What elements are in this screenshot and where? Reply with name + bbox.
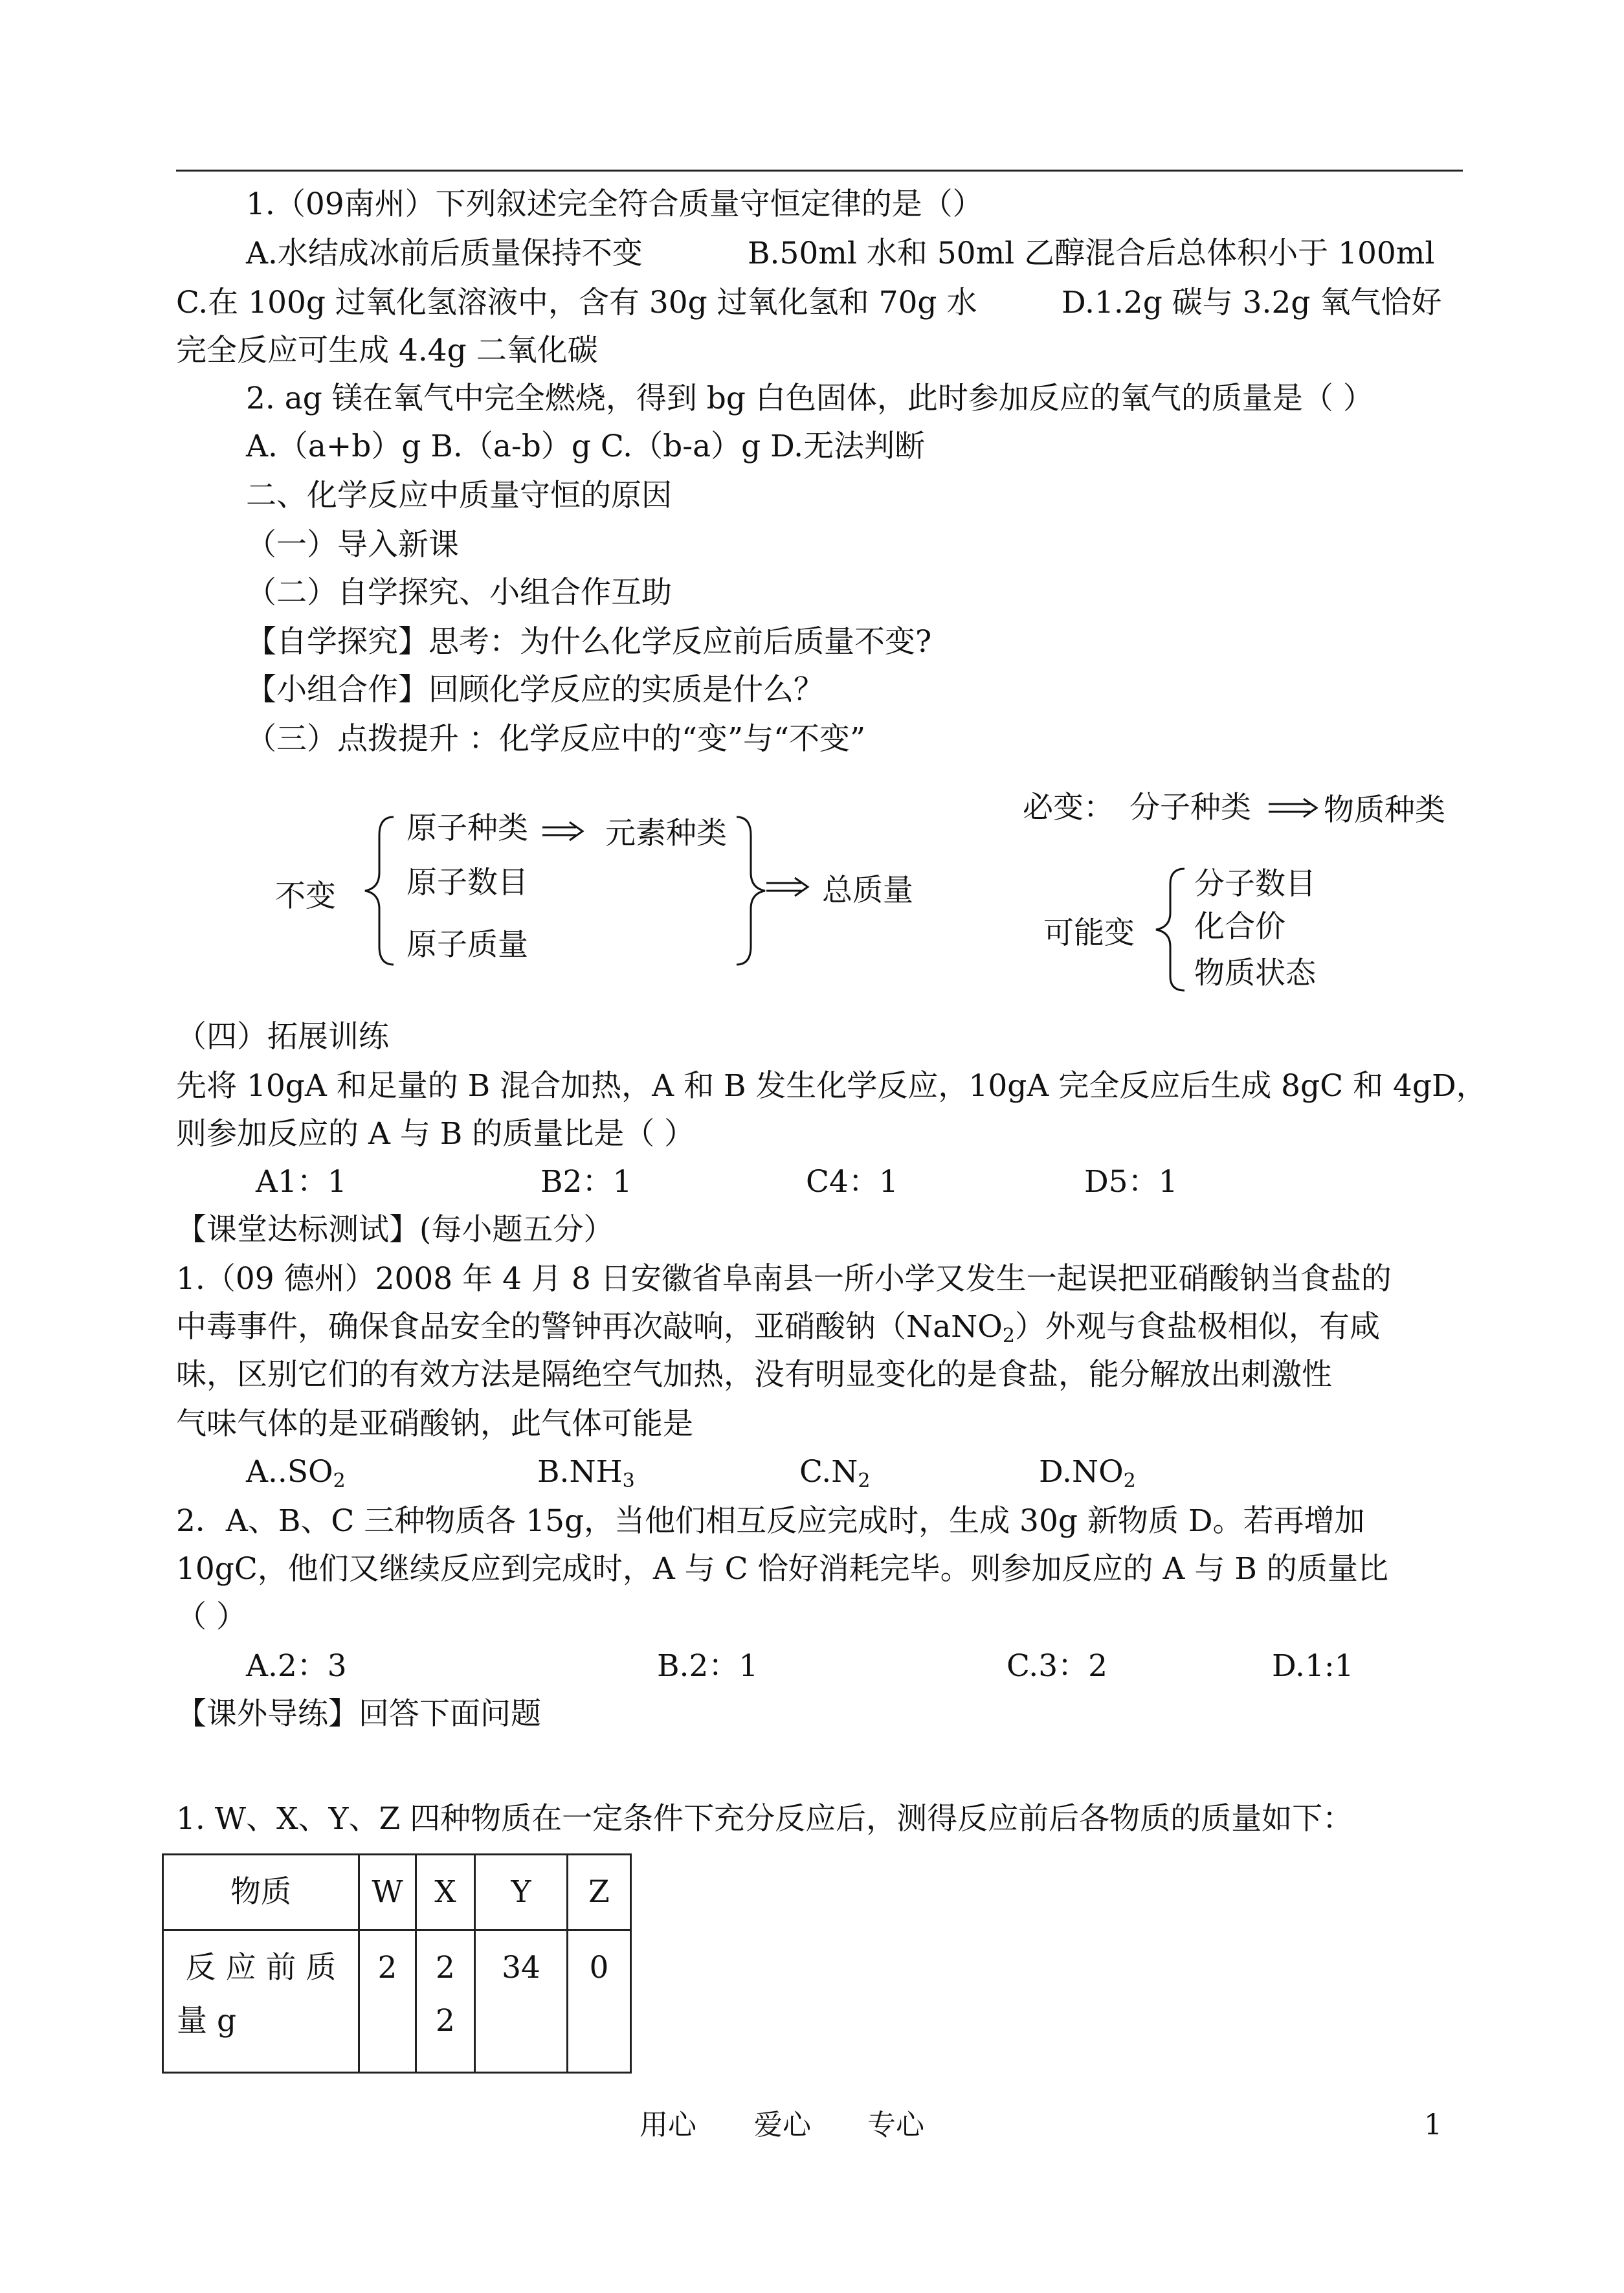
ext-option-d: D5：1	[1084, 1164, 1178, 1200]
test-q2-option-c: C.3：2	[1007, 1648, 1108, 1684]
label-bibian: 必变：	[1023, 790, 1114, 825]
subsection-2: （二）自学探究、小组合作互助	[246, 575, 672, 610]
q1-stem: 1.（09南州）下列叙述完全符合质量守恒定律的是（）	[246, 186, 983, 222]
test-q2-line1: 2．A、B、C 三种物质各 15g，当他们相互反应完成时，生成 30g 新物质 D。若再增加	[176, 1503, 1365, 1539]
footer-right: 专心	[867, 2108, 924, 2142]
table-cell: 2 2	[416, 1930, 475, 2073]
test-q1-line4: 气味气体的是亚硝酸钠，此气体可能是	[176, 1406, 693, 1442]
test-q2-option-d: D.1:1	[1272, 1648, 1354, 1684]
homework-title: 【课外导练】回答下面问题	[176, 1696, 541, 1732]
test-q2-line2: 10gC，他们又继续反应到完成时，A 与 C 恰好消耗完毕。则参加反应的 A 与 B 的质量比	[176, 1551, 1388, 1587]
table-row	[163, 1930, 631, 2073]
q2-stem: 2. ag 镁在氧气中完全燃烧，得到 bg 白色固体，此时参加反应的氧气的质量是（ ）	[246, 381, 1374, 416]
label-element-type: 元素种类	[605, 816, 727, 851]
ext-option-b: B2：1	[540, 1164, 632, 1200]
label-molecule-type: 分子种类	[1129, 790, 1251, 825]
table-header-cell: X	[416, 1855, 475, 1930]
table-header-cell: W	[359, 1855, 416, 1930]
label-valence: 化合价	[1194, 909, 1285, 945]
q1-option-d: D.1.2g 碳与 3.2g 氧气恰好	[1062, 285, 1442, 320]
mass-table	[162, 1853, 632, 2074]
ext-option-c: C4：1	[806, 1164, 898, 1200]
footer-left: 用心	[640, 2108, 696, 2142]
test-q1-line3: 味，区别它们的有效方法是隔绝空气加热，没有明显变化的是食盐，能分解放出刺激性	[176, 1357, 1332, 1393]
table-header-cell: 物质	[163, 1855, 359, 1930]
maybe-brace	[1156, 869, 1185, 990]
table-cell-label: 反 应 前 质 量 g	[163, 1930, 359, 2073]
homework-q1: 1. W、X、Y、Z 四种物质在一定条件下充分反应后，测得反应前后各物质的质量如下：	[176, 1801, 1353, 1837]
table-header-cell: Y	[475, 1855, 568, 1930]
q1-option-d-cont: 完全反应可生成 4.4g 二氧化碳	[176, 333, 598, 368]
label-total-mass: 总质量	[822, 873, 913, 908]
subsection-1: （一）导入新课	[246, 527, 459, 563]
q1-option-c: C.在 100g 过氧化氢溶液中，含有 30g 过氧化氢和 70g 水	[176, 285, 977, 320]
label-molecule-count: 分子数目	[1194, 866, 1316, 902]
double-arrow-2	[766, 878, 808, 896]
test-q1-option-c: $C.N_2$	[799, 1454, 871, 1492]
extension-q-2: 则参加反应的 A 与 B 的质量比是（ ）	[176, 1116, 695, 1152]
test-q1-line1: 1.（09 德州）2008 年 4 月 8 日安徽省阜南县一所小学又发生一起误把亚硝酸钠当食盐的	[176, 1261, 1392, 1297]
group-work: 【小组合作】回顾化学反应的实质是什么？	[246, 672, 824, 708]
double-arrow-3	[1269, 799, 1317, 817]
page-number: 1	[1424, 2108, 1442, 2142]
q2-options: A.（a+b）g B.（a-b）g C.（b-a）g D.无法判断	[246, 429, 926, 464]
test-q2-line3: （ ）	[176, 1599, 247, 1635]
right-brace	[737, 817, 765, 965]
table-cell: 34	[475, 1930, 568, 2073]
test-q2-option-a: A.2：3	[246, 1648, 347, 1684]
label-bubian: 不变	[275, 878, 336, 914]
label-atom-mass: 原子质量	[406, 927, 528, 963]
left-brace	[365, 817, 394, 965]
footer-mid: 爱心	[754, 2108, 811, 2142]
test-q1-option-a: $A..SO_2$	[246, 1454, 346, 1492]
table-header-cell: Z	[568, 1855, 631, 1930]
class-test-title: 【课堂达标测试】(每小题五分）	[176, 1212, 614, 1247]
table-header-row	[163, 1855, 631, 1930]
conservation-diagram	[0, 0, 1624, 1036]
label-substance-type: 物质种类	[1324, 792, 1445, 828]
q1-option-a: A.水结成冰前后质量保持不变	[246, 236, 643, 271]
extension-q-1: 先将 10gA 和足量的 B 混合加热，A 和 B 发生化学反应，10gA 完全反应后生成 8gC 和 4gD，	[176, 1068, 1487, 1104]
test-q1-line2: 中毒事件，确保食品安全的警钟再次敲响，亚硝酸钠（NaNO$_2$）外观与食盐极相似，有咸	[176, 1309, 1380, 1347]
table-cell: 2	[359, 1930, 416, 2073]
table-cell: 0	[568, 1930, 631, 2073]
subsection-3: （三）点拨提升 ：化学反应中的“变”与“不变”	[246, 721, 866, 757]
section-two-title: 二、化学反应中质量守恒的原因	[246, 478, 672, 513]
subsection-4: （四）拓展训练	[176, 1019, 389, 1055]
label-atom-count: 原子数目	[406, 865, 528, 900]
label-atom-type: 原子种类	[406, 811, 528, 846]
test-q2-option-b: B.2：1	[657, 1648, 759, 1684]
self-study: 【自学探究】思考：为什么化学反应前后质量不变?	[246, 624, 932, 660]
double-arrow-1	[542, 822, 583, 840]
label-kenengbian: 可能变	[1043, 915, 1135, 951]
label-state: 物质状态	[1194, 956, 1316, 991]
ext-option-a: A1：1	[256, 1164, 347, 1200]
q1-option-b: B.50ml 水和 50ml 乙醇混合后总体积小于 100ml	[748, 236, 1435, 271]
test-q1-option-b: $B.NH_3$	[537, 1454, 635, 1492]
test-q1-option-d: $D.NO_2$	[1039, 1454, 1136, 1492]
